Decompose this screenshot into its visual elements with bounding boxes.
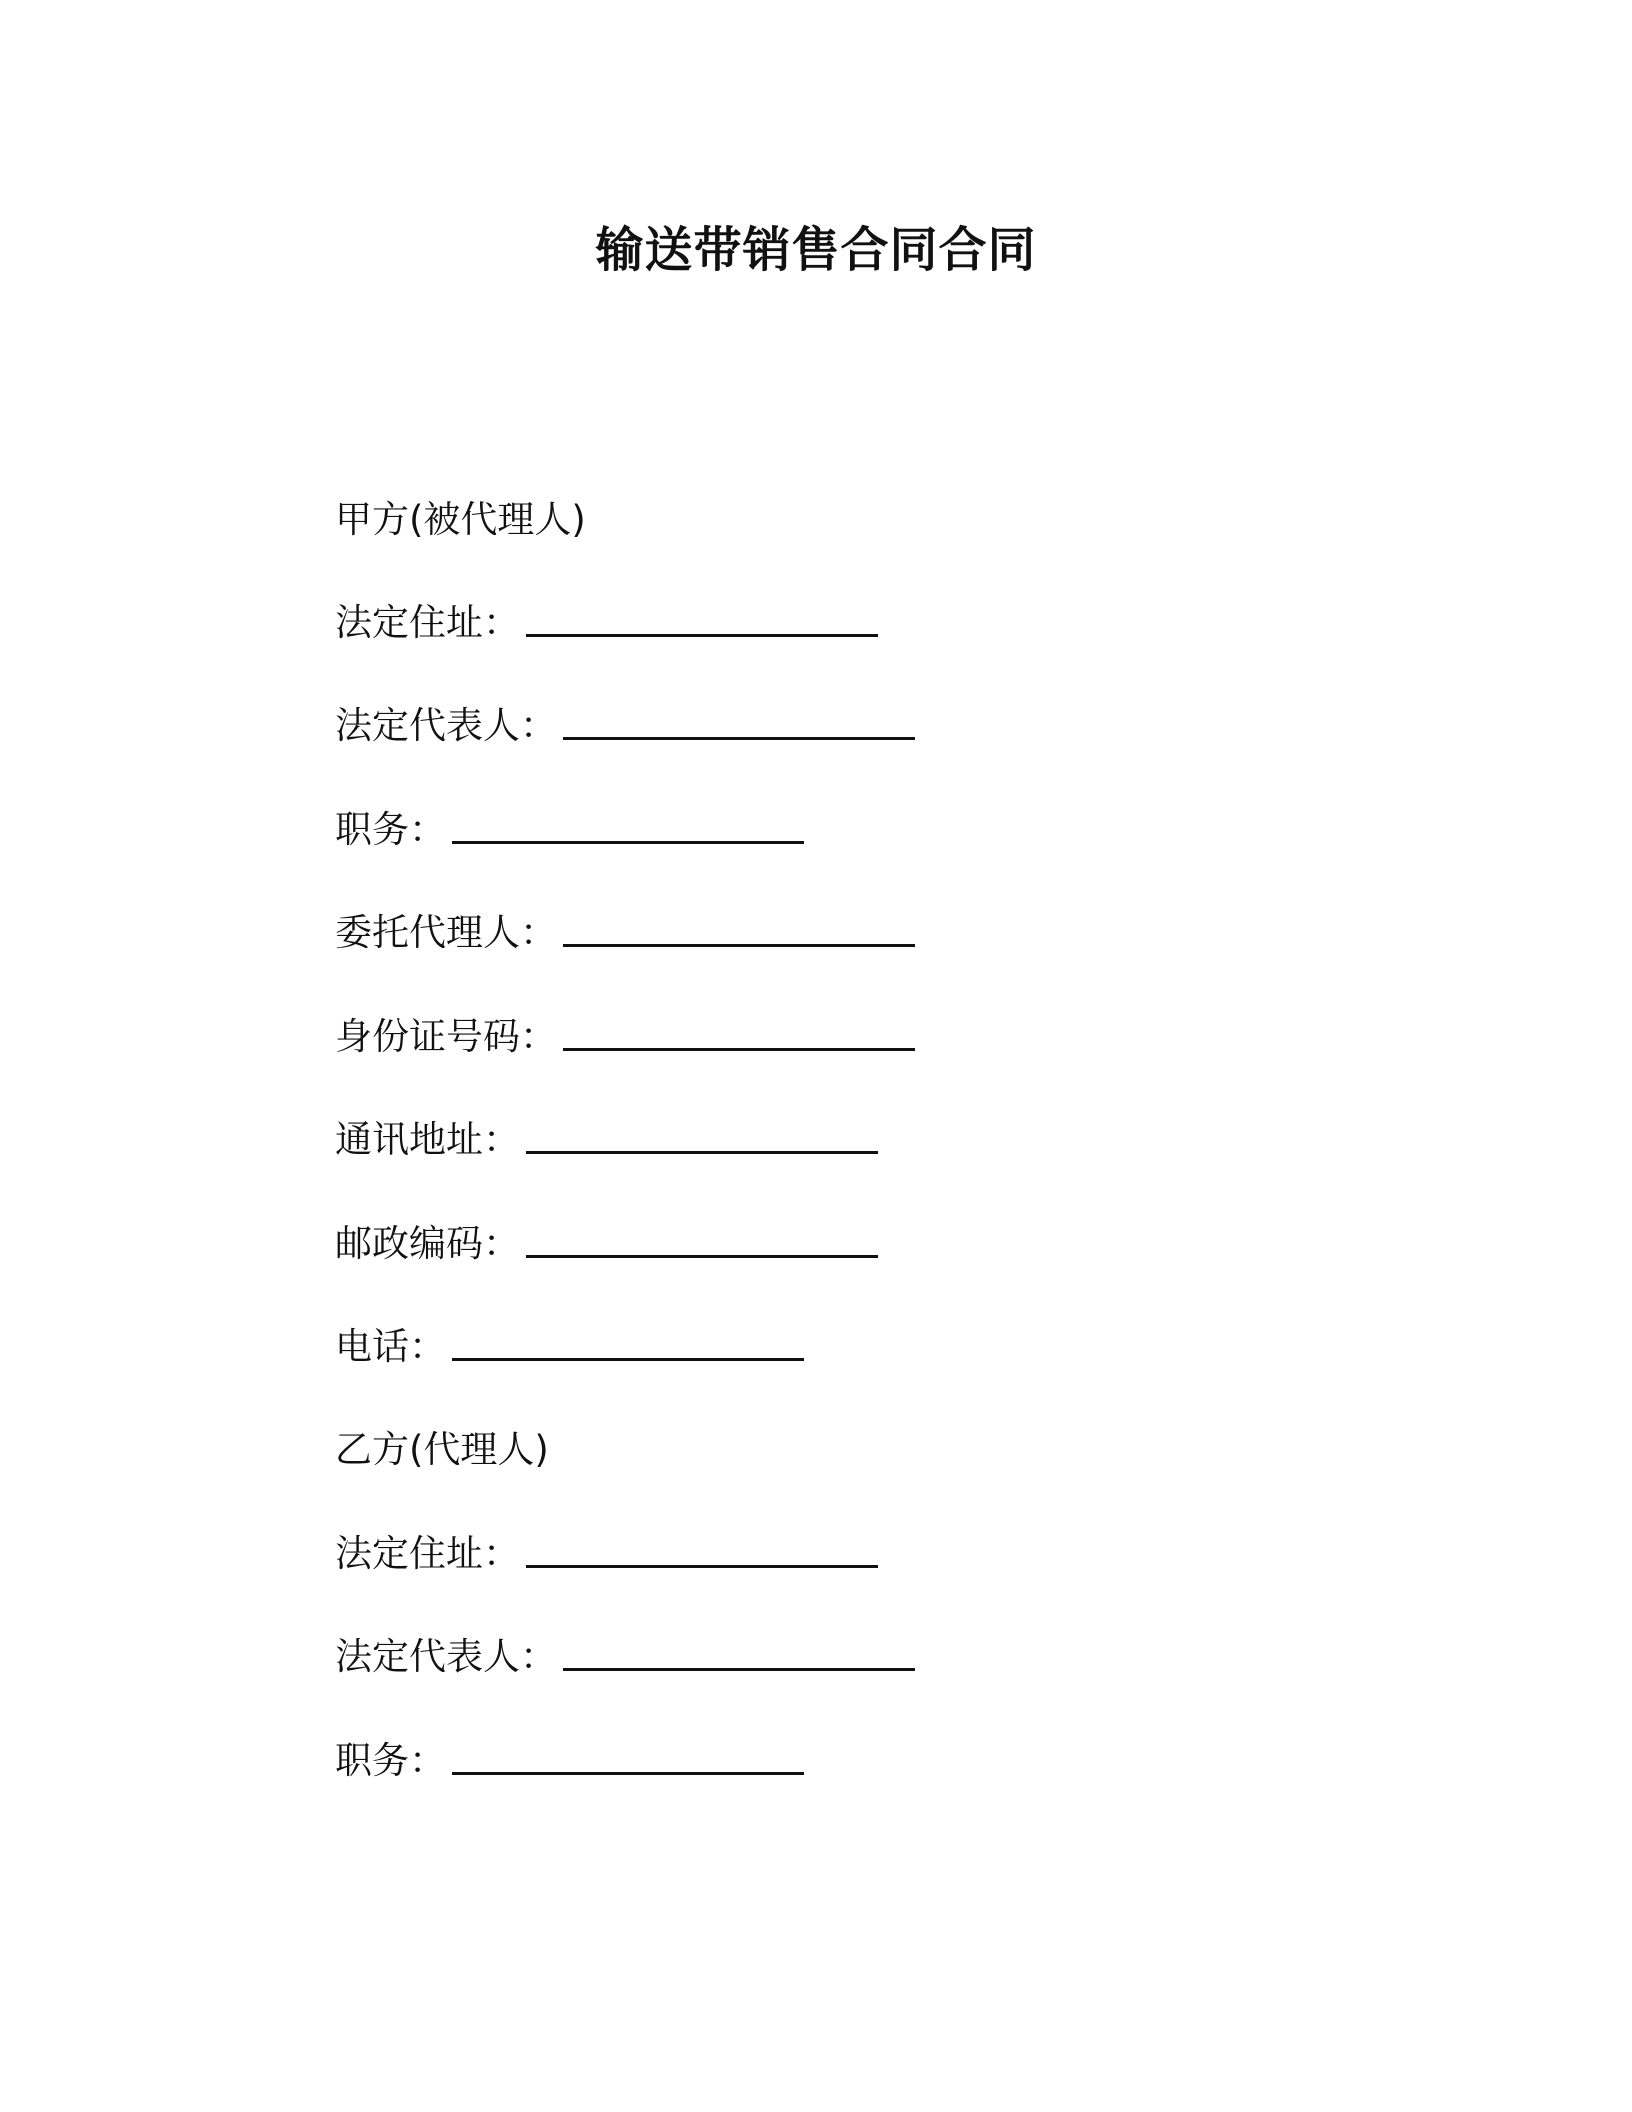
fill-in-blank	[563, 1666, 915, 1671]
party-a-position-field	[335, 805, 804, 855]
party-a-phone-field	[335, 1322, 804, 1372]
field-label: 法定住址：	[335, 1532, 520, 1575]
document-title: 输送带销售合同合同	[595, 222, 1037, 278]
field-label: 电话：	[335, 1325, 446, 1368]
party-a-heading-label: 甲方(被代理人)	[335, 498, 586, 541]
party-b-heading-label: 乙方(代理人)	[335, 1428, 549, 1471]
party-a-legal-address-field	[335, 598, 878, 648]
party-b-position-field	[335, 1736, 804, 1786]
field-label: 身份证号码：	[335, 1015, 557, 1058]
fill-in-blank	[526, 1149, 878, 1154]
fill-in-blank	[563, 1046, 915, 1051]
party-a-id-number-field	[335, 1012, 915, 1062]
party-b-heading	[335, 1425, 549, 1475]
party-b-legal-representative-field	[335, 1632, 915, 1682]
party-a-legal-representative-field	[335, 701, 915, 751]
field-label: 委托代理人：	[335, 911, 557, 954]
fill-in-blank	[563, 942, 915, 947]
field-label: 职务：	[335, 808, 446, 851]
field-label: 法定代表人：	[335, 1635, 557, 1678]
field-label: 职务：	[335, 1739, 446, 1782]
fill-in-blank	[563, 735, 915, 740]
party-a-mailing-address-field	[335, 1115, 878, 1165]
party-a-postal-code-field	[335, 1219, 878, 1269]
field-label: 法定代表人：	[335, 704, 557, 747]
fill-in-blank	[452, 1356, 804, 1361]
fill-in-blank	[526, 1563, 878, 1568]
party-a-authorized-agent-field	[335, 908, 915, 958]
fill-in-blank	[526, 1253, 878, 1258]
field-label: 法定住址：	[335, 601, 520, 644]
fill-in-blank	[526, 632, 878, 637]
field-label: 通讯地址：	[335, 1118, 520, 1161]
party-b-legal-address-field	[335, 1529, 878, 1579]
fill-in-blank	[452, 839, 804, 844]
field-label: 邮政编码：	[335, 1222, 520, 1265]
fill-in-blank	[452, 1770, 804, 1775]
party-a-heading	[335, 495, 586, 545]
